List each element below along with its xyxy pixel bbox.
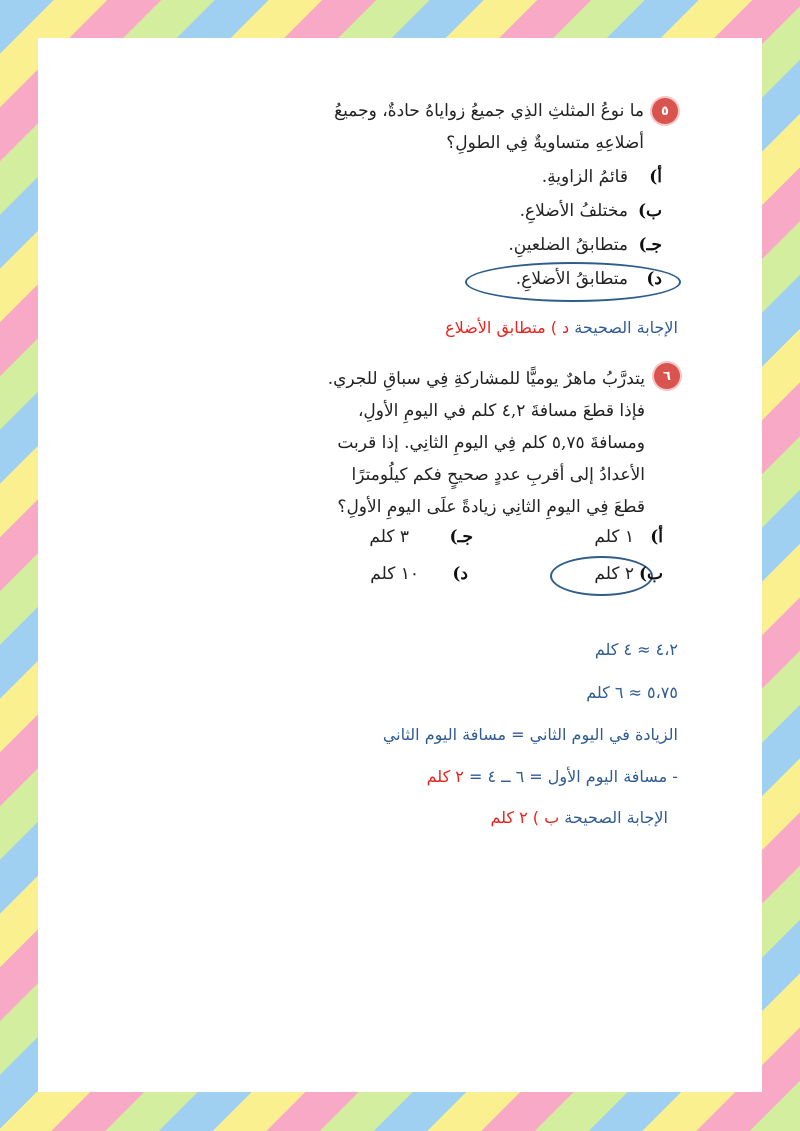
q5-answer-value: د ) متطابق الأضلاع — [445, 318, 570, 337]
question-6-line-5: قطعَ فِي اليومِ الثانِي زيادةً علَى اليومِ الأولِ؟ — [337, 497, 645, 517]
solution-line-4-expression: - مسافة اليوم الأول = ٦ ــ ٤ = — [468, 767, 678, 786]
q5-option-b-text: مختلفُ الأضلاعِ. — [519, 201, 628, 221]
question-5-badge: ٥ — [652, 98, 678, 124]
q5-option-c-text: متطابقُ الضلعينِ. — [508, 235, 628, 255]
q5-answer-prefix: الإجابة الصحيحة — [574, 318, 678, 337]
q6-option-c-letter: جـ) — [449, 527, 473, 547]
q6-option-b-text: ٢ كلم — [594, 564, 634, 584]
q6-option-d-text: ١٠ كلم — [370, 564, 419, 584]
q6-correct-answer — [490, 808, 668, 827]
solution-line-4-result: ٢ كلم — [426, 767, 464, 786]
question-6-line-3: ومسافةَ ٥,٧٥ كلم فِي اليومِ الثانِي. إذا قربت — [337, 433, 645, 453]
solution-line-1: ٤،٢ ≈ ٤ كلم — [594, 640, 678, 659]
solution-line-2: ٥،٧٥ ≈ ٦ كلم — [586, 683, 678, 702]
q5-option-d-letter: د) — [646, 269, 662, 289]
solution-line-3: الزيادة في اليوم الثاني = مسافة اليوم الثاني — [382, 725, 678, 744]
question-6-line-1: يتدرَّبُ ماهرٌ يوميًّا للمشاركةِ فِي سباقِ للجري. — [327, 369, 645, 389]
question-5-line-1: ما نوعُ المثلثِ الذِي جميعُ زواياهُ حادةٌ، وجميعُ — [334, 101, 644, 121]
q6-answer-value: ب ) ٢ كلم — [490, 808, 560, 827]
q5-option-d-text: متطابقُ الأضلاعِ. — [515, 269, 628, 289]
q6-option-d-letter: د) — [452, 564, 468, 584]
question-5-line-2: أضلاعِهِ متساويةٌ فِي الطولِ؟ — [446, 133, 644, 153]
q6-option-a-letter: أ) — [650, 527, 663, 547]
q5-option-a-letter: أ) — [649, 167, 662, 187]
q6-option-c-text: ٣ كلم — [369, 527, 409, 547]
solution-line-4 — [427, 767, 678, 786]
q6-option-a-text: ١ كلم — [594, 527, 634, 547]
worksheet-page — [38, 38, 762, 1092]
q5-option-a-text: قائمُ الزاويةِ. — [541, 167, 628, 187]
question-6-badge: ٦ — [654, 363, 680, 389]
question-6-line-2: فإذا قطعَ مسافةَ ٤,٢ كلم في اليومِ الأولِ، — [357, 401, 645, 421]
q6-option-b-letter: ب) — [638, 564, 663, 584]
q6-answer-prefix: الإجابة الصحيحة — [564, 808, 668, 827]
q5-option-c-letter: جـ) — [638, 235, 662, 255]
q5-option-b-letter: ب) — [637, 201, 662, 221]
q5-correct-answer — [445, 318, 678, 337]
question-6-line-4: الأعدادُ إلى أقربِ عددٍ صحيحٍ فكم كيلُومترًا — [351, 465, 645, 485]
